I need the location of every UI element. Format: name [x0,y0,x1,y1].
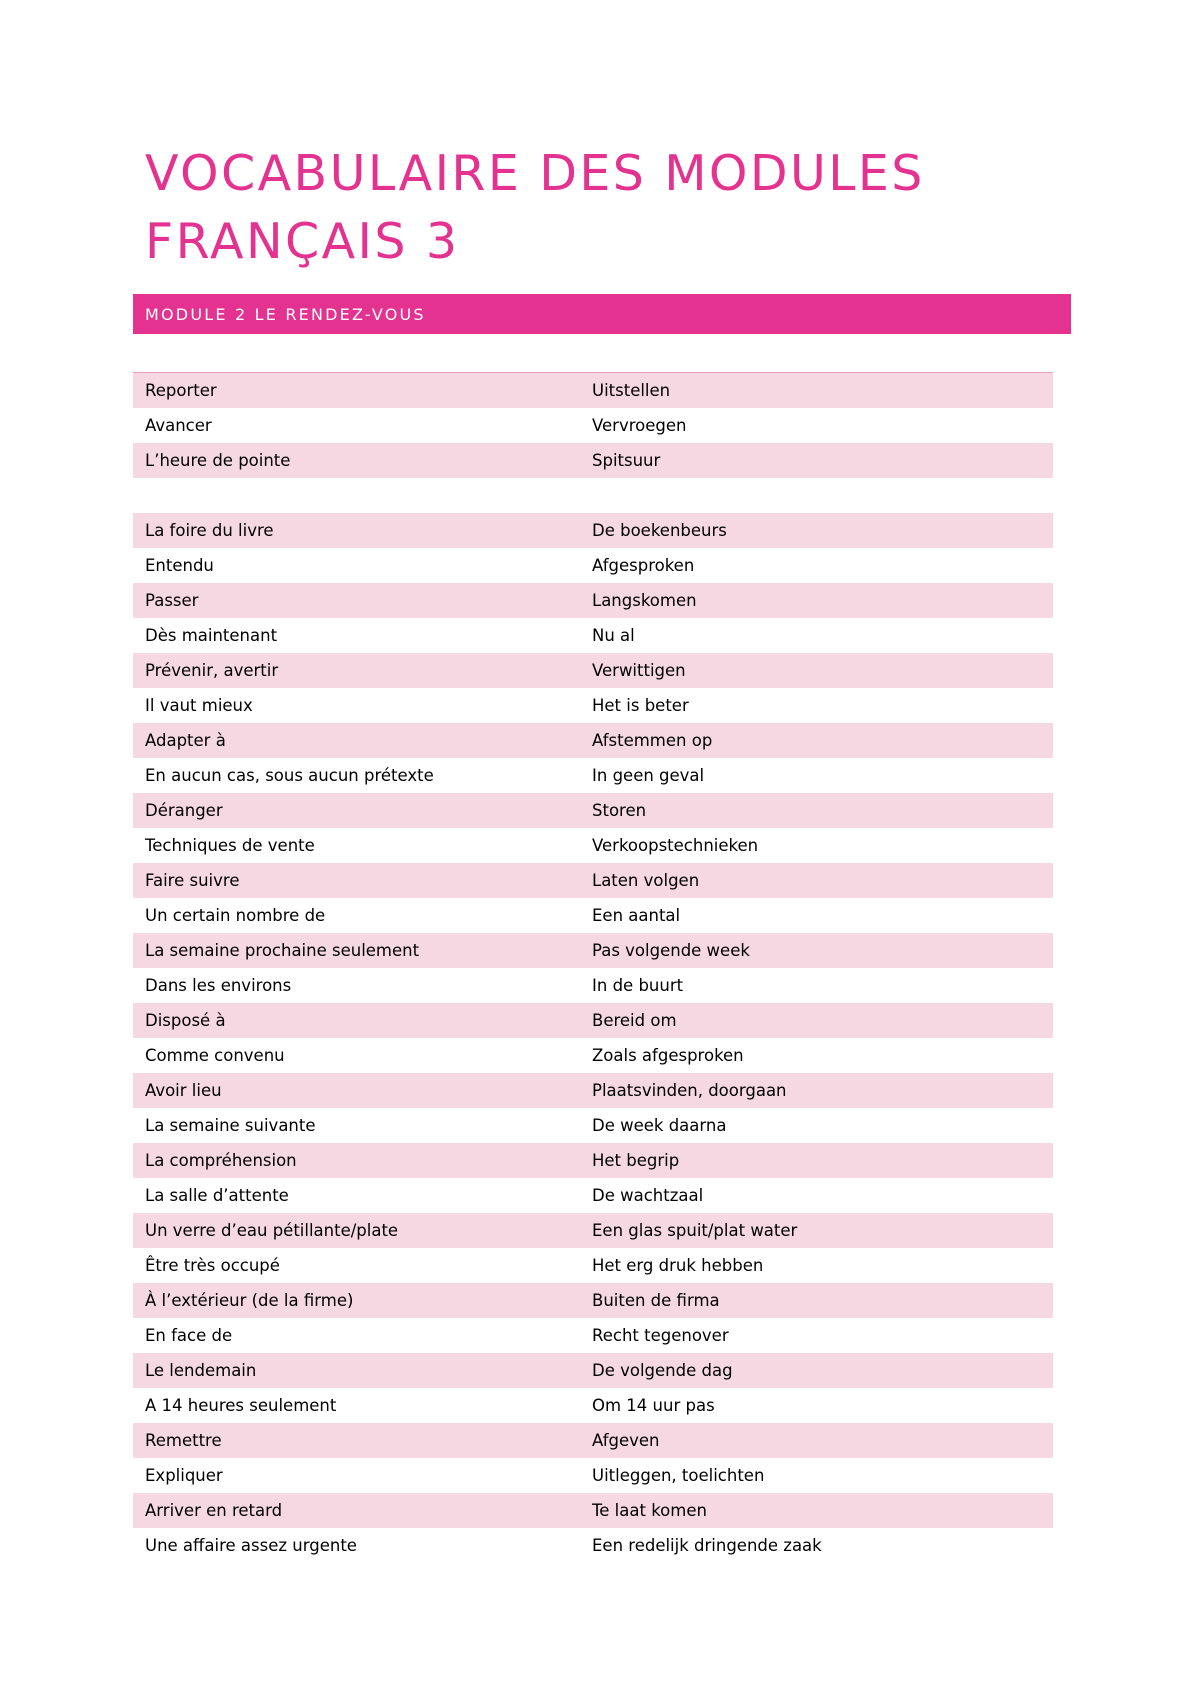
french-term: En face de [145,1326,233,1345]
table-row [133,828,1053,863]
module-banner [133,294,1071,334]
table-row [133,1458,1053,1493]
french-term: Le lendemain [145,1361,257,1380]
table-row [133,373,1053,408]
dutch-translation: Bereid om [592,1011,677,1030]
french-term: À l’extérieur (de la firme) [145,1291,354,1310]
table-row [133,1143,1053,1178]
table-row [133,688,1053,723]
french-term: Comme convenu [145,1046,285,1065]
dutch-translation: Verwittigen [592,661,686,680]
table-row [133,863,1053,898]
french-term: La foire du livre [145,521,274,540]
table-row [133,1248,1053,1283]
french-term: Avancer [145,416,212,435]
french-term: La semaine prochaine seulement [145,941,420,960]
table-row [133,723,1053,758]
french-term: Il vaut mieux [145,696,253,715]
dutch-translation: In geen geval [592,766,705,785]
table-row [133,1073,1053,1108]
dutch-translation: De week daarna [592,1116,727,1135]
dutch-translation: Om 14 uur pas [592,1396,715,1415]
dutch-translation: Een redelijk dringende zaak [592,1536,822,1555]
french-term: Disposé à [145,1011,226,1030]
dutch-translation: Plaatsvinden, doorgaan [592,1081,787,1100]
french-term: Expliquer [145,1466,223,1485]
table-row [133,1353,1053,1388]
french-term: Dès maintenant [145,626,278,645]
vocabulary-table [133,372,1053,1563]
french-term: Un certain nombre de [145,906,326,925]
dutch-translation: Zoals afgesproken [592,1046,744,1065]
french-term: La compréhension [145,1151,297,1170]
table-row [133,933,1053,968]
dutch-translation: De wachtzaal [592,1186,704,1205]
table-row [133,793,1053,828]
table-row [133,583,1053,618]
dutch-translation: Uitstellen [592,381,671,400]
table-row [133,1528,1053,1563]
french-term: Arriver en retard [145,1501,283,1520]
table-row [133,1493,1053,1528]
dutch-translation: Pas volgende week [592,941,750,960]
french-term: Techniques de vente [145,836,315,855]
french-term: En aucun cas, sous aucun prétexte [145,766,434,785]
french-term: Prévenir, avertir [145,661,279,680]
french-term: Passer [145,591,199,610]
dutch-translation: Buiten de firma [592,1291,720,1310]
table-row [133,758,1053,793]
french-term: Faire suivre [145,871,240,890]
french-term: Avoir lieu [145,1081,222,1100]
table-row [133,1318,1053,1353]
table-row [133,513,1053,548]
french-term: La semaine suivante [145,1116,316,1135]
french-term: Remettre [145,1431,222,1450]
french-term: La salle d’attente [145,1186,289,1205]
dutch-translation: Recht tegenover [592,1326,729,1345]
dutch-translation: De volgende dag [592,1361,733,1380]
french-term: Reporter [145,381,217,400]
table-row [133,548,1053,583]
table-row [133,443,1053,478]
table-row [133,618,1053,653]
table-row [133,1423,1053,1458]
dutch-translation: De boekenbeurs [592,521,727,540]
table-row [133,898,1053,933]
table-row [133,408,1053,443]
table-row [133,1388,1053,1423]
french-term: Entendu [145,556,214,575]
table-row [133,1213,1053,1248]
french-term: Dans les environs [145,976,292,995]
dutch-translation: Spitsuur [592,451,661,470]
french-term: Être très occupé [145,1256,280,1275]
french-term: Adapter à [145,731,226,750]
french-term: Une affaire assez urgente [145,1536,357,1555]
dutch-translation: Afgesproken [592,556,695,575]
french-term: Déranger [145,801,223,820]
page-title-line-2: FRANÇAIS 3 [145,213,460,270]
dutch-translation: Storen [592,801,647,820]
dutch-translation: Afstemmen op [592,731,713,750]
dutch-translation: Te laat komen [592,1501,707,1520]
dutch-translation: Een glas spuit/plat water [592,1221,798,1240]
dutch-translation: Het is beter [592,696,689,715]
module-heading: MODULE 2 LE RENDEZ-VOUS [145,304,426,324]
dutch-translation: Verkoopstechnieken [592,836,759,855]
french-term: L’heure de pointe [145,451,291,470]
page-title [145,140,925,276]
dutch-translation: In de buurt [592,976,684,995]
table-row [133,1003,1053,1038]
french-term: A 14 heures seulement [145,1396,337,1415]
table-row [133,1283,1053,1318]
page-title-line-1: VOCABULAIRE DES MODULES [145,145,925,202]
table-row [133,1108,1053,1143]
dutch-translation: Nu al [592,626,635,645]
dutch-translation: Vervroegen [592,416,687,435]
table-row [133,968,1053,1003]
table-row [133,1178,1053,1213]
dutch-translation: Langskomen [592,591,697,610]
dutch-translation: Een aantal [592,906,681,925]
table-row [133,653,1053,688]
dutch-translation: Laten volgen [592,871,700,890]
dutch-translation: Uitleggen, toelichten [592,1466,765,1485]
dutch-translation: Afgeven [592,1431,660,1450]
french-term: Un verre d’eau pétillante/plate [145,1221,399,1240]
dutch-translation: Het erg druk hebben [592,1256,764,1275]
table-row [133,478,1053,513]
dutch-translation: Het begrip [592,1151,680,1170]
table-row [133,1038,1053,1073]
